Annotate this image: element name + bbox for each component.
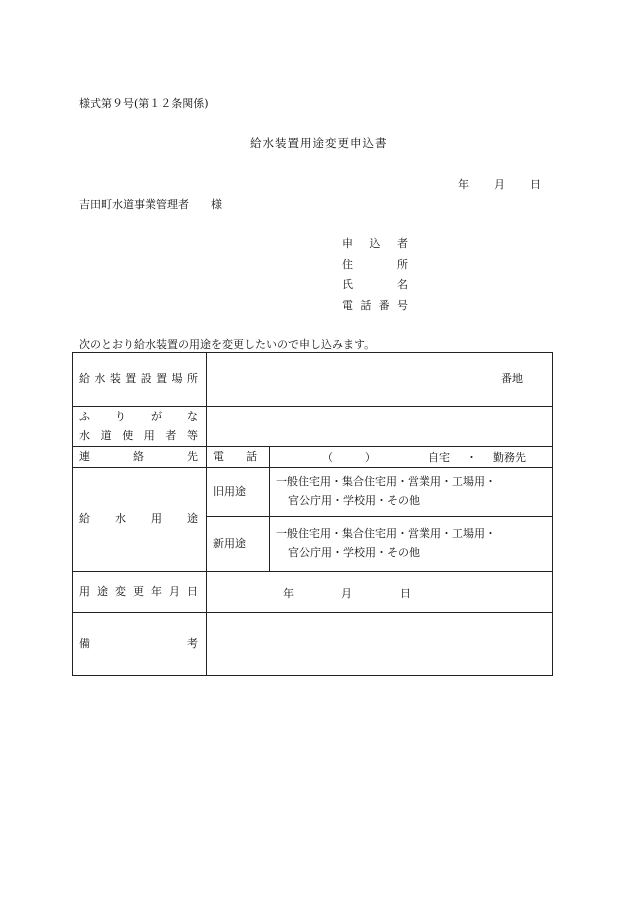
addressee-name: 吉田町水道事業管理者 [79, 198, 189, 211]
usage-label-char: 途 [187, 512, 198, 526]
document-title: 給水装置用途変更申込書 [250, 136, 388, 150]
location-label-char: 所 [186, 372, 198, 386]
user-label [73, 407, 207, 447]
paren-open: （ [322, 451, 333, 464]
applicant-heading-char: 申 [342, 237, 353, 250]
location-label-char: 水 [94, 372, 106, 386]
remarks-field[interactable] [207, 613, 553, 676]
new-usage-text: 新用途 [213, 536, 246, 550]
applicant-name-char: 氏 [342, 278, 353, 291]
applicant-address-char: 住 [342, 257, 353, 271]
old-usage-line2: 官公庁用・学校用・その他 [288, 494, 420, 507]
location-label-char: 置 [156, 372, 168, 386]
date-year-label: 年 [458, 178, 469, 191]
banchi-suffix: 番地 [501, 372, 523, 386]
old-usage-label [207, 468, 270, 517]
new-usage-line1: 一般住宅用・集合住宅用・営業用・工場用・ [276, 527, 496, 541]
contact-label-char: 絡 [133, 449, 144, 463]
remarks-label [73, 613, 207, 676]
applicant-heading-char: 者 [397, 237, 408, 250]
contact-label-char: 連 [79, 449, 90, 463]
furigana-label [79, 408, 198, 427]
office-option[interactable]: 勤務先 [493, 451, 526, 464]
applicant-name-char: 名 [397, 278, 408, 291]
furigana-char: が [151, 409, 162, 423]
new-usage-line2: 官公庁用・学校用・その他 [288, 546, 420, 559]
applicant-address-char: 所 [397, 257, 408, 271]
change-date-label [73, 572, 207, 613]
applicant-name-label [342, 279, 408, 300]
phone-label [207, 447, 270, 468]
applicant-heading-char: 込 [369, 237, 381, 250]
phone-label-char: 話 [246, 449, 257, 463]
applicant-phone-char: 番 [378, 298, 390, 312]
phone-field[interactable] [270, 447, 553, 468]
intro-text: 次のとおり給水装置の用途を変更したいので申し込みます。 [79, 338, 376, 351]
contact-label [73, 447, 207, 468]
row-remarks [73, 613, 553, 676]
water-user-char: 等 [186, 428, 198, 442]
applicant-phone-char: 号 [396, 298, 408, 312]
location-label-char: 設 [140, 372, 152, 386]
applicant-phone-label [342, 300, 408, 321]
row-user [73, 407, 553, 447]
row-usage-old [73, 468, 553, 517]
applicant-phone-char: 電 [342, 298, 353, 312]
location-label-char: 場 [171, 372, 183, 386]
change-date-year: 年 [283, 587, 294, 600]
change-date-day: 日 [400, 587, 411, 600]
old-usage-text: 旧用途 [213, 484, 246, 498]
home-option[interactable]: 自宅 [428, 451, 450, 464]
row-change-date [73, 572, 553, 613]
old-usage-line1: 一般住宅用・集合住宅用・営業用・工場用・ [276, 475, 496, 489]
applicant-address-label [342, 259, 408, 280]
change-date-char: 更 [133, 584, 144, 598]
usage-label-char: 用 [151, 512, 162, 526]
change-date-char: 日 [187, 584, 198, 598]
furigana-char: な [187, 409, 198, 423]
honorific: 様 [211, 198, 222, 211]
date-month-label: 月 [494, 178, 505, 191]
remarks-char: 考 [187, 637, 198, 650]
option-separator: ・ [466, 451, 477, 464]
form-number: 様式第９号(第１２条関係) [79, 97, 209, 110]
usage-label-char: 給 [79, 512, 90, 526]
usage-label [73, 468, 207, 572]
phone-label-char: 電 [213, 449, 224, 463]
remarks-char: 備 [79, 637, 90, 650]
water-user-char: 者 [165, 428, 177, 442]
water-user-char: 使 [122, 428, 134, 442]
change-date-char: 用 [79, 584, 90, 598]
paren-close: ） [365, 451, 376, 464]
usage-label-char: 水 [115, 512, 126, 526]
applicant-block [342, 238, 408, 320]
water-user-char: 水 [79, 428, 90, 442]
applicant-phone-char: 話 [360, 298, 372, 312]
application-table [72, 352, 553, 676]
row-location [73, 353, 553, 407]
addressee [79, 199, 222, 210]
new-usage-options[interactable] [270, 517, 553, 572]
new-usage-label [207, 517, 270, 572]
user-field[interactable] [207, 407, 553, 447]
location-field[interactable] [207, 353, 553, 407]
location-label [73, 353, 207, 407]
change-date-char: 月 [169, 584, 180, 598]
date-day-label: 日 [530, 178, 541, 191]
water-user-label [79, 427, 198, 446]
change-date-field[interactable] [207, 572, 553, 613]
old-usage-options[interactable] [270, 468, 553, 517]
location-label-char: 装 [109, 372, 121, 386]
contact-label-char: 先 [187, 449, 198, 463]
location-label-char: 置 [125, 372, 137, 386]
furigana-char: ふ [79, 409, 90, 423]
furigana-char: り [115, 409, 126, 423]
location-label-char: 給 [79, 372, 90, 386]
change-date-month: 月 [341, 587, 352, 600]
change-date-char: 途 [97, 584, 108, 598]
water-user-char: 道 [100, 428, 112, 442]
row-contact [73, 447, 553, 468]
change-date-char: 年 [151, 584, 162, 598]
applicant-heading [342, 238, 408, 259]
water-user-char: 用 [143, 428, 155, 442]
change-date-char: 変 [115, 584, 126, 598]
